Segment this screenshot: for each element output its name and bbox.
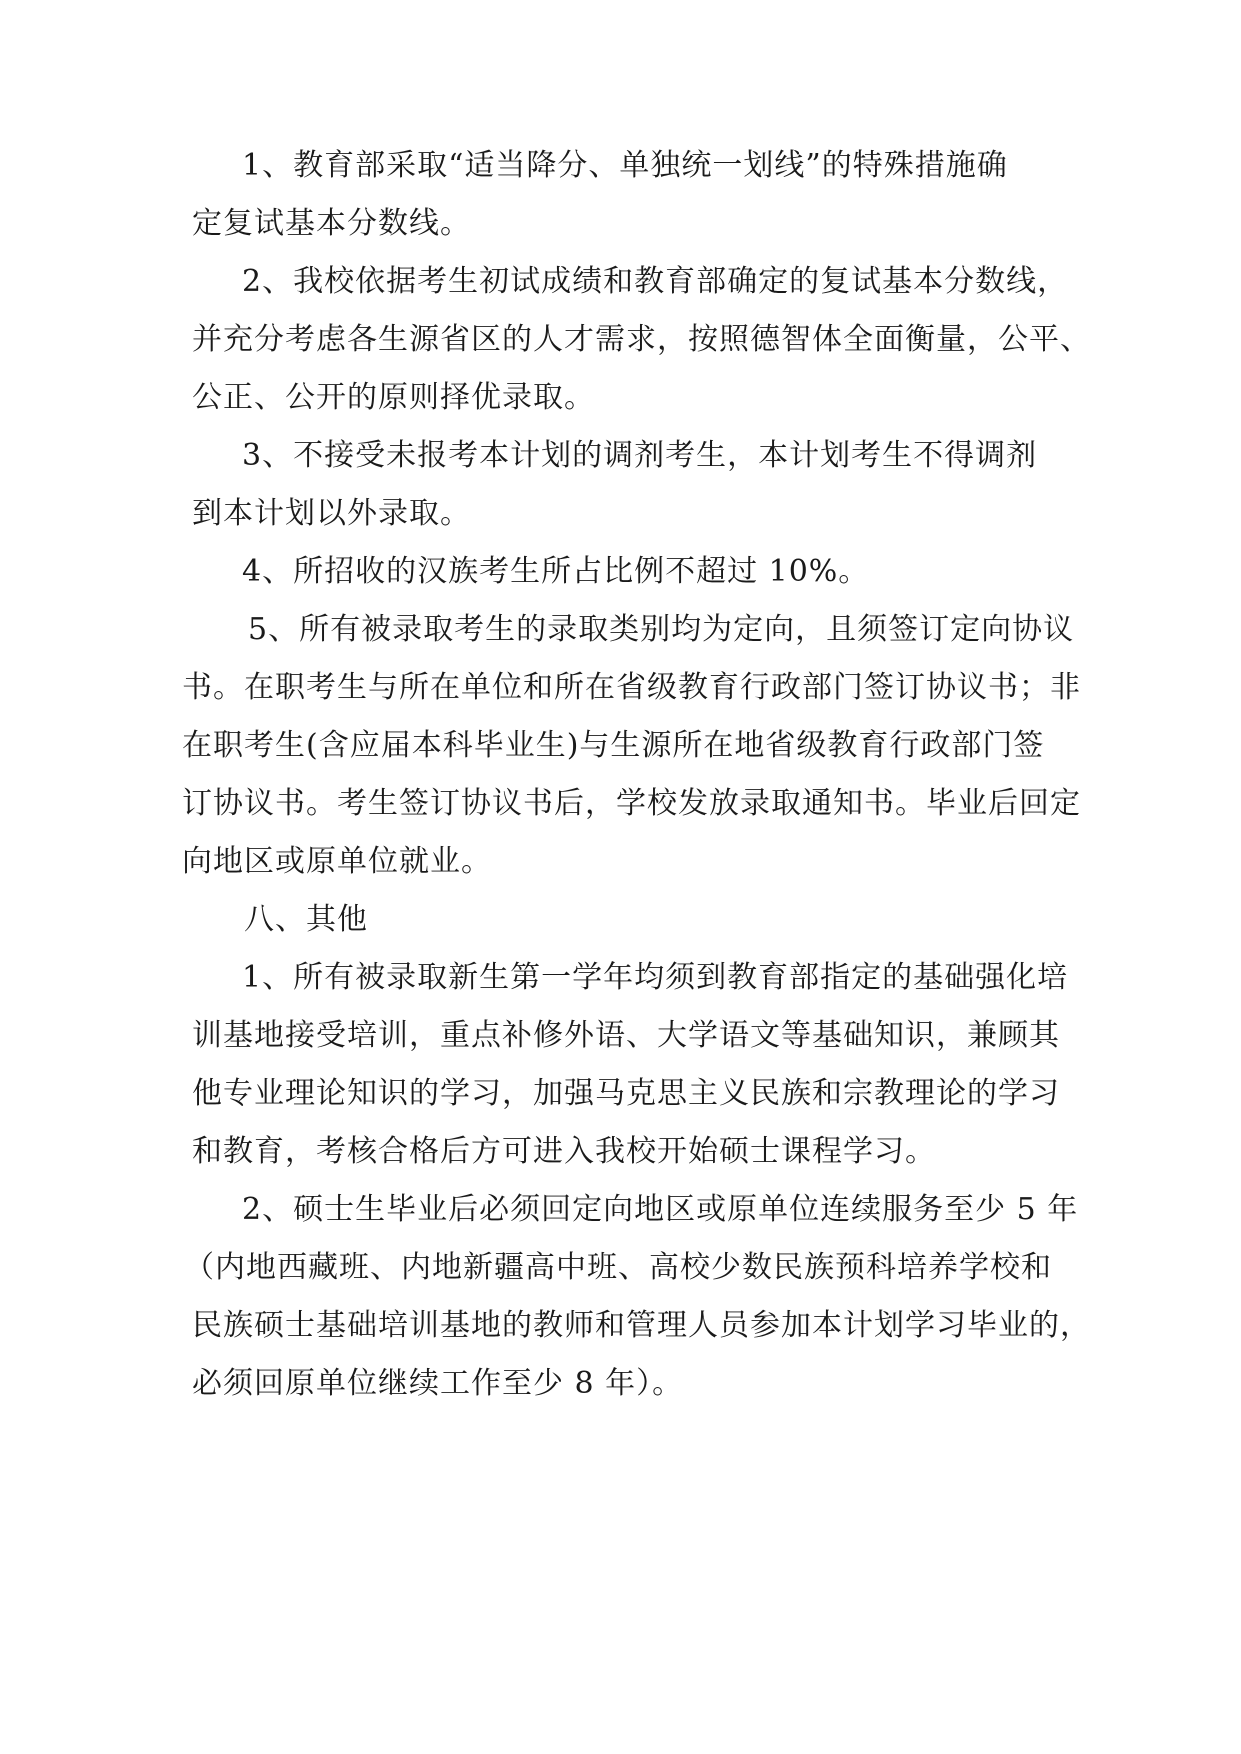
text-line: 必须回原单位继续工作至少 8 年）。 [192,1366,684,1401]
text-line: 5、所有被录取考生的录取类别均为定向，且须签订定向协议 [248,612,1075,647]
section-heading: 八、其他 [244,902,368,937]
text-line: 并充分考虑各生源省区的人才需求，按照德智体全面衡量，公平、 [192,322,1091,357]
text-line: 书。在职考生与所在单位和所在省级教育行政部门签订协议书；非 [182,670,1081,705]
text-line: （内地西藏班、内地新疆高中班、高校少数民族预科培养学校和 [184,1250,1052,1285]
text-line: 他专业理论知识的学习，加强马克思主义民族和宗教理论的学习 [192,1076,1060,1111]
text-line: 2、硕士生毕业后必须回定向地区或原单位连续服务至少 5 年 [242,1192,1079,1227]
text-line: 2、我校依据考生初试成绩和教育部确定的复试基本分数线， [242,264,1069,299]
text-line: 3、不接受未报考本计划的调剂考生，本计划考生不得调剂 [242,438,1038,473]
text-line: 到本计划以外录取。 [192,496,471,531]
text-line: 定复试基本分数线。 [192,206,471,241]
text-line: 在职考生(含应届本科毕业生)与生源所在地省级教育行政部门签 [182,728,1045,763]
text-line: 订协议书。考生签订协议书后，学校发放录取通知书。毕业后回定 [182,786,1081,821]
text-line: 1、所有被录取新生第一学年均须到教育部指定的基础强化培 [242,960,1069,995]
text-line: 4、所招收的汉族考生所占比例不超过 10%。 [242,554,870,589]
text-line: 民族硕士基础培训基地的教师和管理人员参加本计划学习毕业的， [192,1308,1091,1343]
text-line: 向地区或原单位就业。 [182,844,492,879]
text-line: 训基地接受培训，重点补修外语、大学语文等基础知识，兼顾其 [192,1018,1060,1053]
text-line: 公正、公开的原则择优录取。 [192,380,595,415]
text-line: 1、教育部采取“适当降分、单独统一划线”的特殊措施确 [242,148,1008,183]
text-line: 和教育，考核合格后方可进入我校开始硕士课程学习。 [192,1134,936,1169]
